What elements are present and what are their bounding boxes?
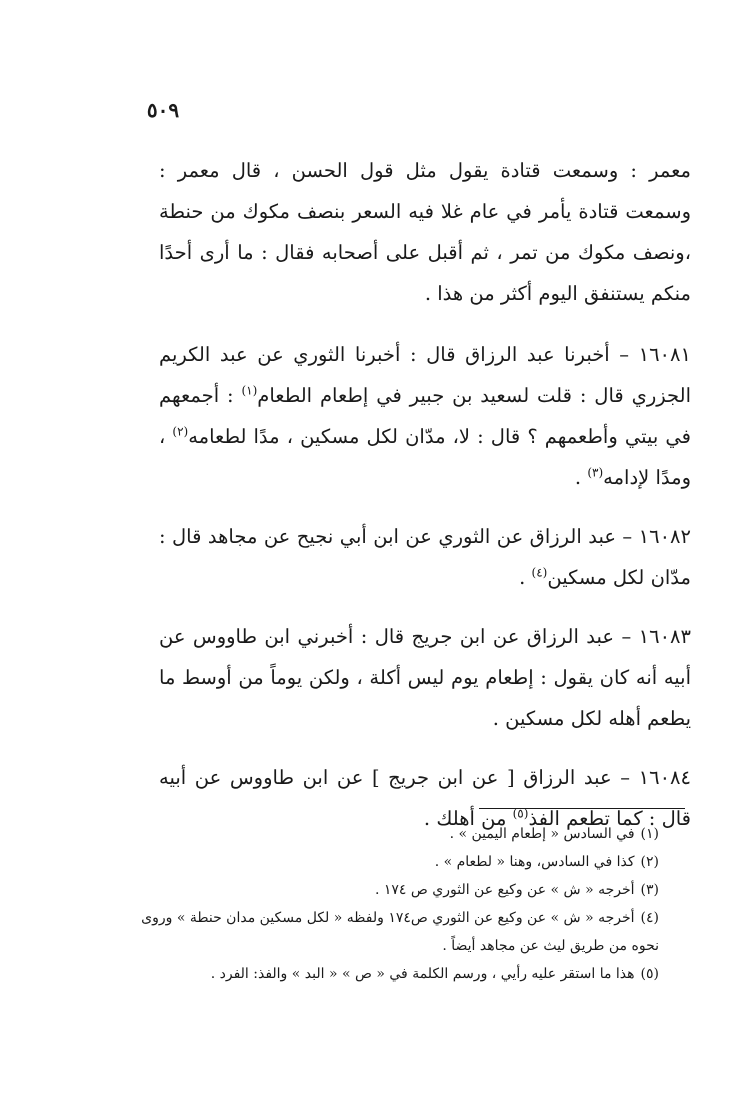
footnote-text: في السادس « إطعام اليمين » . [449,826,635,842]
footnotes [139,820,659,988]
main-text [159,150,691,857]
footnote-ref[interactable]: (١) [241,383,258,398]
footnote-number: (٤) [640,910,659,926]
hadith-text: من أهلك . [423,807,513,830]
paragraph-continuation [159,150,691,314]
footnote-text: أخرجه « ش » عن وكيع عن الثوري ص١٧٤ ولفظه « لكل مسكين مدان حنطة » وروى نحوه من طريق ليث عن مجاهد أيضاً . [141,910,659,954]
footnote [139,820,659,848]
hadith-number: ١٦٠٨٤ [638,766,691,789]
page-number: ٥٠٩ [146,98,180,122]
footnote-ref[interactable]: (٢) [172,424,189,439]
hadith-text: – عبد الرزاق عن الثوري عن ابن أبي نجيح عن مجاهد قال : مدّان لكل مسكين [159,525,691,589]
paragraph-text: معمر : وسمعت قتادة يقول مثل قول الحسن ، قال معمر : وسمعت قتادة يأمر في عام غلا فيه السعر بنصف مكوك من حنطة ،ونصف مكوك من تمر ، ثم أقبل على أصحابه فقال : ما أرى أحدًا منكم يستنفق اليوم أكثر من هذا . [159,159,691,305]
hadith-number: ١٦٠٨٣ [638,625,691,648]
hadith-text: . [574,466,588,489]
hadith-text: – عبد الرزاق عن ابن جريج قال : أخبرني ابن طاووس عن أبيه أنه كان يقول : إطعام يوم ليس أكلة ، ولكن يوماً من أوسط ما يطعم أهله لكل مسكين . [159,625,691,730]
hadith-16083 [159,616,691,739]
footnote-number: (٥) [640,966,659,982]
footnote-number: (٣) [640,882,659,898]
footnote-ref[interactable]: (٥) [512,806,529,821]
hadith-16082 [159,516,691,598]
footnote-number: (٢) [640,854,659,870]
footnote-ref[interactable]: (٤) [531,565,548,580]
footnote-text: أخرجه « ش » عن وكيع عن الثوري ص ١٧٤ . [374,882,635,898]
hadith-text: – أخبرنا عبد الرزاق قال : أخبرنا الثوري عن عبد الكريم الجزري قال : قلت لسعيد بن جبير في إطعام الطعام [159,343,691,407]
footnote-number: (١) [640,826,659,842]
footnote-ref[interactable]: (٣) [587,465,604,480]
footnote-text: كذا في السادس، وهنا « لطعام » . [434,854,635,870]
hadith-number: ١٦٠٨١ [638,343,691,366]
footnote [139,904,659,960]
footnote [139,848,659,876]
hadith-text: : أجمعهم في بيتي وأطعمهم ؟ قال : لا، مدّان لكل مسكين ، مدًا لطعامه [159,384,691,448]
hadith-text: . [519,566,532,589]
footnote-divider [479,808,685,809]
hadith-number: ١٦٠٨٢ [638,525,691,548]
footnote-text: هذا ما استقر عليه رأيي ، ورسم الكلمة في « ص » « البد » والفذ: الفرد . [210,966,635,982]
hadith-16081 [159,334,691,498]
footnote [139,960,659,988]
hadith-text: ، ومدًا لإدامه [159,425,691,489]
hadith-text: – عبد الرزاق [ عن ابن جريج ] عن ابن طاووس عن أبيه قال : كما تطعم الفذ [159,766,691,830]
footnote [139,876,659,904]
